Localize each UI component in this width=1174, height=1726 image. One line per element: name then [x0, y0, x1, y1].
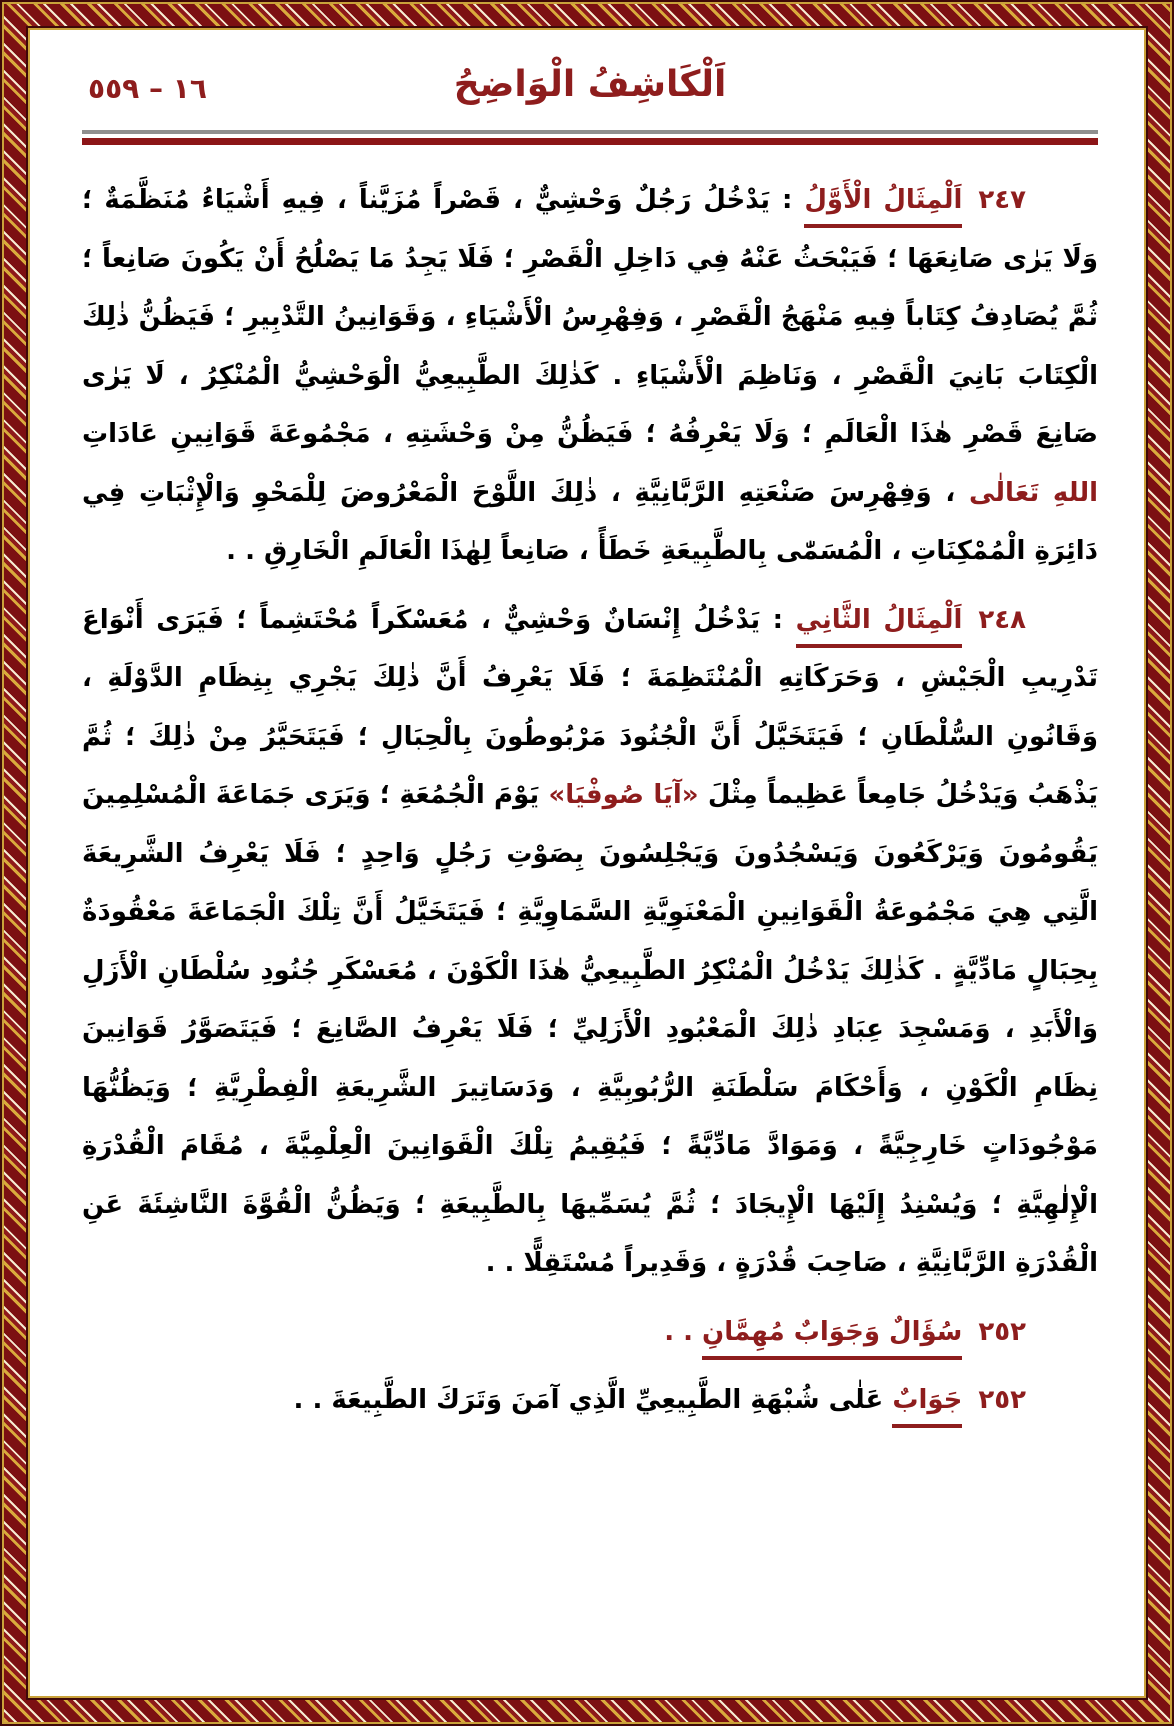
paragraph-247-heading: اَلْمِثَالُ الْأَوَّلُ	[804, 185, 962, 228]
red-phrase-allah: اللهِ تَعَالٰى	[968, 477, 1098, 508]
paragraph-248-heading: اَلْمِثَالُ الثَّانِي	[796, 605, 963, 648]
paragraph-247-heading-sep: :	[770, 185, 805, 215]
paragraph-248-text-2: يَوْمَ الْجُمُعَةِ ؛ وَيَرَى جَمَاعَةَ الْمُسْلِمِينَ يَقُومُونَ وَيَرْكَعُونَ وَيَسْجُدُونَ وَيَجْلِسُونَ بِصَوْتِ رَجُلٍ وَاحِدٍ ؛ فَلَا يَعْرِفُ الشَّرِيعَةَ الَّتِي هِيَ مَجْمُوعَةُ الْقَوَانِينِ الْمَعْنَوِيَّةِ السَّمَاوِيَّةِ ؛ فَيَتَخَيَّلُ أَنَّ تِلْكَ الْجَمَاعَةَ مَعْقُودَةٌ بِحِبَالٍ مَادِّيَّةٍ . كَذٰلِكَ يَدْخُلُ الْمُنْكِرُ الطَّبِيعِيُّ هٰذَا الْكَوْنَ ، مُعَسْكَرِ جُنُودِ سُلْطَانِ الْأَزَلِ وَالْأَبَدِ ، وَمَسْجِدَ عِبَادِ ذٰلِكَ الْمَعْبُودِ الْأَزَلِيِّ ؛ فَلَا يَعْرِفُ الصَّانِعَ ؛ فَيَتَصَوَّرُ قَوَانِينَ نِظَامِ الْكَوْنِ ، وَأَحْكَامَ سَلْطَنَةِ الرُّبُوبِيَّةِ ، وَدَسَاتِيرَ الشَّرِيعَةِ الْفِطْرِيَّةِ ؛ وَيَظُنُّهَا مَوْجُودَاتٍ خَارِجِيَّةً ، وَمَوَادَّ مَادِّيَّةً ؛ فَيُقِيمُ تِلْكَ الْقَوَانِينَ الْعِلْمِيَّةَ ، مُقَامَ الْقُدْرَةِ الْإِلٰهِيَّةِ ؛ وَيُسْنِدُ إِلَيْهَا الْإِيجَادَ ؛ ثُمَّ يُسَمِّيهَا بِالطَّبِيعَةِ ؛ وَيَظُنُّ الْقُوَّةَ النَّاشِئَةَ عَنِ الْقُدْرَةِ الرَّبَّانِيَّةِ ، صَاحِبَ قُدْرَةٍ ، وَقَدِيراً مُسْتَقِلًّا . .	[82, 780, 1098, 1278]
paragraph-252b-heading: جَوَابٌ	[892, 1385, 962, 1428]
paragraph-248	[82, 591, 1098, 1293]
paragraph-247-text-1: يَدْخُلُ رَجُلٌ وَحْشِيٌّ ، قَصْراً مُزَيَّناً ، فِيهِ أَشْيَاءُ مُنَظَّمَةٌ ؛ وَلَا يَرٰى صَانِعَهَا ؛ فَيَبْحَثُ عَنْهُ فِي دَاخِلِ الْقَصْرِ ؛ فَلَا يَجِدُ مَا يَصْلُحُ أَنْ يَكُونَ صَانِعاً ؛ ثُمَّ يُصَادِفُ كِتَاباً فِيهِ مَنْهَجُ الْقَصْرِ ، وَفِهْرِسُ الْأَشْيَاءِ ، وَقَوَانِينُ التَّدْبِيرِ ؛ فَيَظُنُّ ذٰلِكَ الْكِتَابَ بَانِيَ الْقَصْرِ ، وَنَاظِمَ الْأَشْيَاءِ . كَذٰلِكَ الطَّبِيعِيُّ الْوَحْشِيُّ الْمُنْكِرُ ، لَا يَرٰى صَانِعَ قَصْرِ هٰذَا الْعَالَمِ ؛ وَلَا يَعْرِفُهُ ؛ فَيَظُنُّ مِنْ وَحْشَتِهِ ، مَجْمُوعَةَ قَوَانِينِ عَادَاتِ	[82, 185, 1098, 449]
paragraph-252-question	[82, 1303, 1098, 1362]
paragraph-252b-number: ٢٥٢	[978, 1385, 1026, 1415]
red-phrase-aya-sofia: «آيَا صُوفْيَا»	[548, 780, 699, 810]
page-number: ١٦ – ٥٥٩	[88, 72, 207, 105]
paragraph-248-heading-sep: :	[760, 604, 796, 635]
paragraph-248-number: ٢٤٨	[978, 604, 1026, 635]
header-divider-bottom	[82, 138, 1098, 145]
paragraph-252a-heading: سُؤَالٌ وَجَوَابٌ مُهِمَّانِ	[702, 1317, 962, 1360]
page-header	[82, 64, 1098, 116]
header-divider-top	[82, 130, 1098, 134]
paragraph-252-answer	[82, 1371, 1098, 1430]
paragraph-252b-text: عَلٰى شُبْهَةِ الطَّبِيعِيِّ الَّذِي آمَنَ وَتَرَكَ الطَّبِيعَةَ . .	[293, 1385, 884, 1415]
paragraph-252a-trailing-dots: . .	[664, 1316, 703, 1347]
paragraph-247-text-2: ، وَفِهْرِسَ صَنْعَتِهِ الرَّبَّانِيَّةِ ، ذٰلِكَ اللَّوْحَ الْمَعْرُوضَ لِلْمَحْوِ وَالْإِثْبَاتِ فِي دَائِرَةِ الْمُمْكِنَاتِ ، الْمُسَمّٰى بِالطَّبِيعَةِ خَطَأً ، صَانِعاً لِهٰذَا الْعَالَمِ الْخَارِقِ . .	[82, 477, 1098, 566]
paragraph-247-number: ٢٤٧	[978, 185, 1026, 215]
page-content	[30, 30, 1144, 1696]
paragraph-248-text-1: يَدْخُلُ إِنْسَانٌ وَحْشِيٌّ ، مُعَسْكَراً مُحْتَشِماً ؛ فَيَرَى أَنْوَاعَ تَدْرِيبِ الْجَيْشِ ، وَحَرَكَاتِهِ الْمُنْتَظِمَةَ ؛ فَلَا يَعْرِفُ أَنَّ ذٰلِكَ يَجْرِي بِنِظَامِ الدَّوْلَةِ ، وَقَانُونِ السُّلْطَانِ ؛ فَيَتَخَيَّلُ أَنَّ الْجُنُودَ مَرْبُوطُونَ بِالْحِبَالِ ؛ فَيَتَحَيَّرُ مِنْ ذٰلِكَ ؛ ثُمَّ يَذْهَبُ وَيَدْخُلُ جَامِعاً عَظِيماً مِثْلَ	[82, 604, 1098, 810]
paragraph-247	[82, 171, 1098, 581]
text-body	[82, 171, 1098, 1430]
page-title: اَلْكَاشِفُ الْوَاضِحُ	[453, 64, 727, 105]
paragraph-252a-number: ٢٥٢	[978, 1316, 1026, 1347]
